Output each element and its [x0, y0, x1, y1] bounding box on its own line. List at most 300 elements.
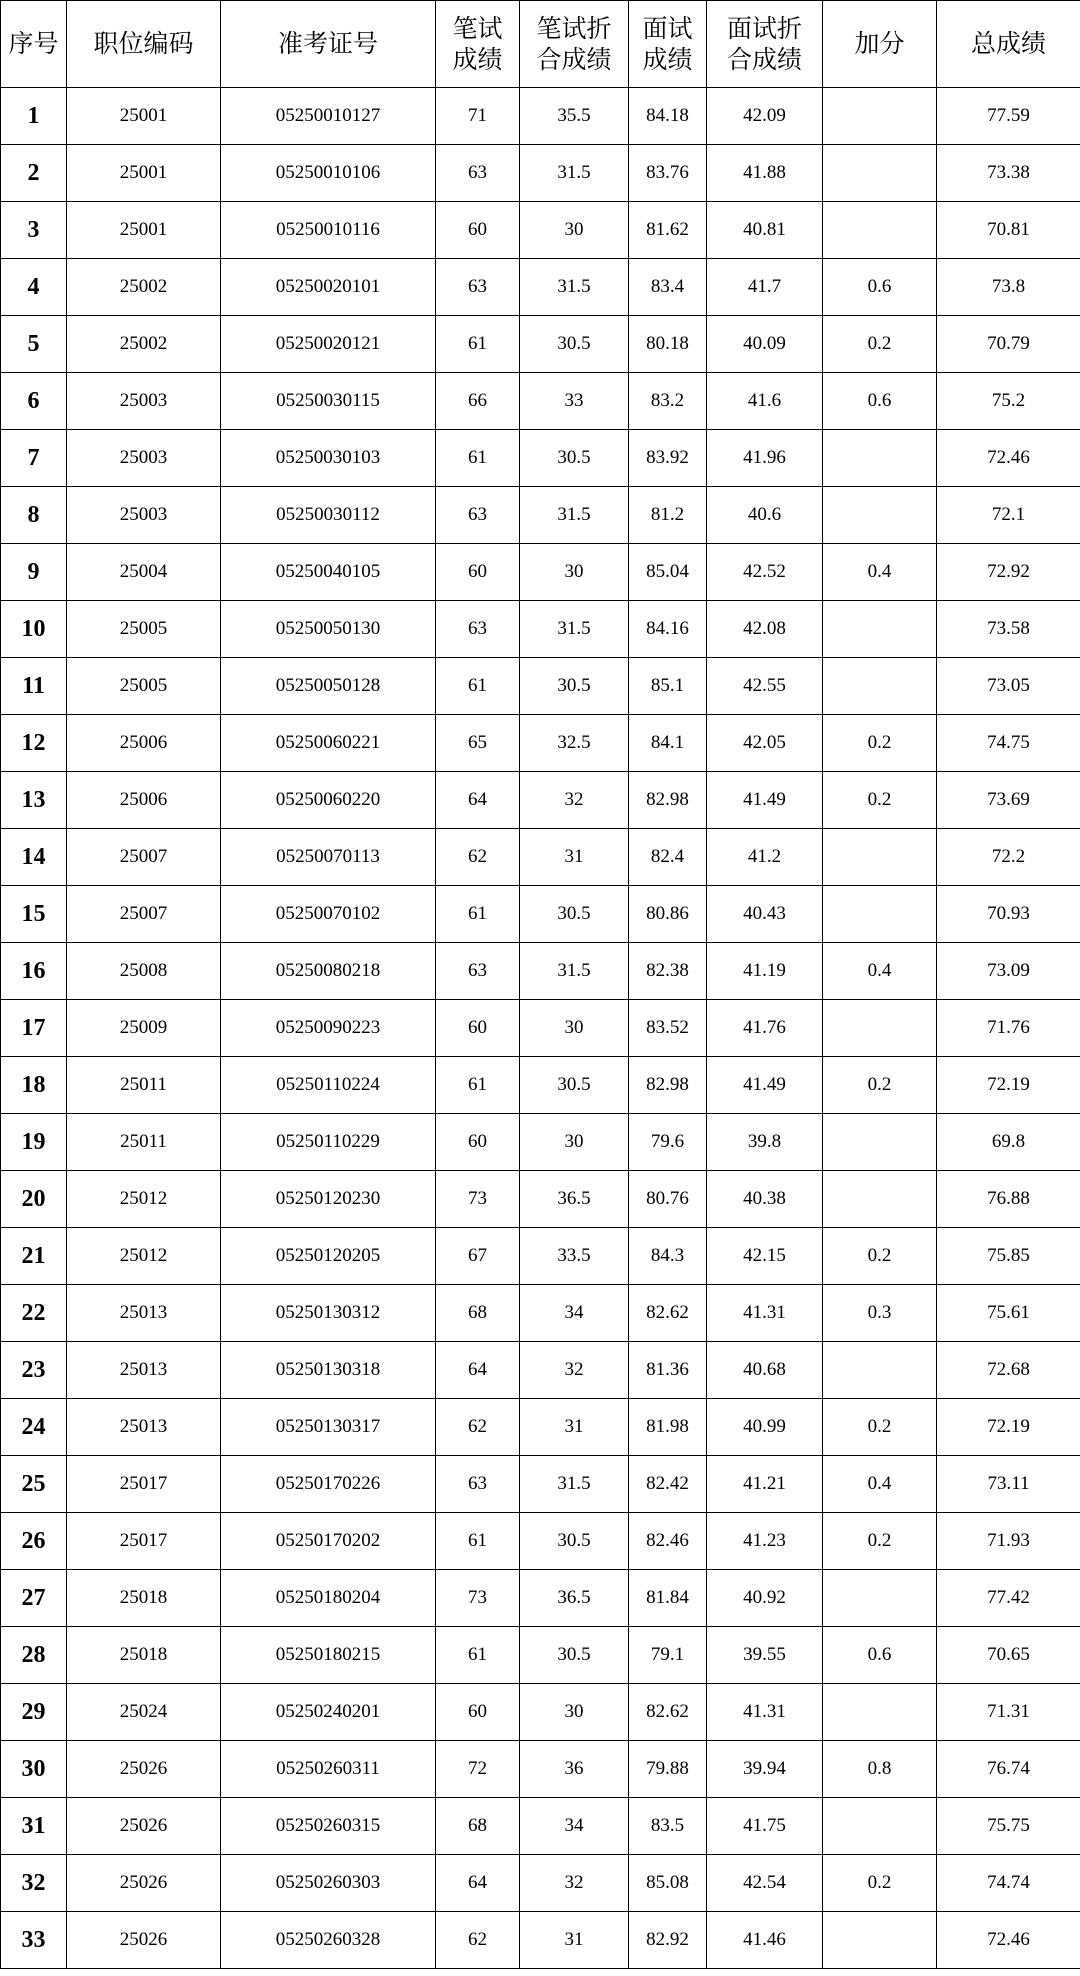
cell-seq: 30	[1, 1741, 67, 1798]
cell-admission-number: 05250130317	[221, 1399, 436, 1456]
cell-bonus	[823, 658, 937, 715]
header-written-converted	[520, 1, 629, 88]
cell-position-code: 25001	[67, 88, 221, 145]
cell-written-converted: 32.5	[520, 715, 629, 772]
cell-written-score: 61	[436, 1513, 520, 1570]
cell-interview-score: 83.52	[629, 1000, 707, 1057]
header-written-converted-line2: 合成绩	[536, 45, 612, 74]
cell-interview-score: 81.36	[629, 1342, 707, 1399]
cell-bonus	[823, 1000, 937, 1057]
cell-admission-number: 05250010106	[221, 145, 436, 202]
cell-position-code: 25004	[67, 544, 221, 601]
cell-seq: 28	[1, 1627, 67, 1684]
cell-seq: 8	[1, 487, 67, 544]
cell-interview-score: 85.04	[629, 544, 707, 601]
cell-interview-converted: 42.15	[707, 1228, 823, 1285]
cell-seq: 18	[1, 1057, 67, 1114]
cell-position-code: 25026	[67, 1741, 221, 1798]
cell-position-code: 25017	[67, 1513, 221, 1570]
cell-total: 73.69	[937, 772, 1080, 829]
cell-written-score: 71	[436, 88, 520, 145]
cell-written-converted: 30.5	[520, 430, 629, 487]
cell-interview-converted: 42.55	[707, 658, 823, 715]
cell-position-code: 25006	[67, 772, 221, 829]
cell-bonus	[823, 430, 937, 487]
cell-interview-score: 81.84	[629, 1570, 707, 1627]
cell-total: 75.2	[937, 373, 1080, 430]
cell-interview-score: 79.1	[629, 1627, 707, 1684]
cell-written-converted: 30	[520, 544, 629, 601]
cell-position-code: 25003	[67, 430, 221, 487]
cell-interview-converted: 41.49	[707, 772, 823, 829]
cell-bonus	[823, 145, 937, 202]
cell-interview-score: 82.38	[629, 943, 707, 1000]
cell-total: 72.19	[937, 1399, 1080, 1456]
cell-bonus: 0.2	[823, 1399, 937, 1456]
cell-bonus	[823, 1798, 937, 1855]
cell-admission-number: 05250040105	[221, 544, 436, 601]
table-row	[1, 373, 1080, 430]
cell-total: 74.74	[937, 1855, 1080, 1912]
cell-interview-score: 81.98	[629, 1399, 707, 1456]
cell-total: 69.8	[937, 1114, 1080, 1171]
table-row	[1, 1570, 1080, 1627]
cell-position-code: 25017	[67, 1456, 221, 1513]
cell-total: 76.88	[937, 1171, 1080, 1228]
table-row	[1, 1114, 1080, 1171]
table-row	[1, 1798, 1080, 1855]
cell-total: 70.79	[937, 316, 1080, 373]
cell-seq: 25	[1, 1456, 67, 1513]
cell-admission-number: 05250260311	[221, 1741, 436, 1798]
cell-admission-number: 05250170202	[221, 1513, 436, 1570]
cell-total: 76.74	[937, 1741, 1080, 1798]
cell-position-code: 25012	[67, 1228, 221, 1285]
cell-bonus	[823, 1342, 937, 1399]
cell-interview-score: 82.4	[629, 829, 707, 886]
cell-written-score: 60	[436, 1114, 520, 1171]
cell-total: 74.75	[937, 715, 1080, 772]
cell-written-converted: 31.5	[520, 145, 629, 202]
cell-bonus: 0.4	[823, 1456, 937, 1513]
table-row	[1, 1228, 1080, 1285]
table-row	[1, 1057, 1080, 1114]
cell-interview-score: 83.5	[629, 1798, 707, 1855]
cell-bonus: 0.2	[823, 1855, 937, 1912]
cell-written-score: 61	[436, 316, 520, 373]
cell-position-code: 25012	[67, 1171, 221, 1228]
cell-position-code: 25024	[67, 1684, 221, 1741]
cell-seq: 5	[1, 316, 67, 373]
cell-admission-number: 05250070102	[221, 886, 436, 943]
cell-seq: 16	[1, 943, 67, 1000]
cell-seq: 6	[1, 373, 67, 430]
cell-total: 72.46	[937, 1912, 1080, 1969]
cell-total: 73.8	[937, 259, 1080, 316]
header-written-score-line2: 成绩	[452, 45, 503, 74]
cell-written-score: 60	[436, 1000, 520, 1057]
cell-interview-converted: 41.23	[707, 1513, 823, 1570]
cell-written-score: 73	[436, 1171, 520, 1228]
cell-interview-converted: 41.7	[707, 259, 823, 316]
cell-seq: 26	[1, 1513, 67, 1570]
cell-bonus: 0.2	[823, 715, 937, 772]
cell-written-converted: 32	[520, 1342, 629, 1399]
cell-written-score: 62	[436, 829, 520, 886]
header-position-code	[67, 1, 221, 88]
cell-admission-number: 05250130312	[221, 1285, 436, 1342]
cell-written-converted: 33.5	[520, 1228, 629, 1285]
cell-total: 72.1	[937, 487, 1080, 544]
table-row	[1, 1342, 1080, 1399]
cell-total: 72.2	[937, 829, 1080, 886]
cell-bonus	[823, 88, 937, 145]
cell-interview-converted: 40.38	[707, 1171, 823, 1228]
table-row	[1, 1513, 1080, 1570]
cell-written-converted: 30	[520, 1114, 629, 1171]
cell-written-converted: 30	[520, 1684, 629, 1741]
cell-written-score: 60	[436, 544, 520, 601]
cell-bonus	[823, 1912, 937, 1969]
table-row	[1, 487, 1080, 544]
cell-bonus	[823, 1114, 937, 1171]
cell-written-score: 65	[436, 715, 520, 772]
cell-interview-score: 84.18	[629, 88, 707, 145]
table-row	[1, 1855, 1080, 1912]
cell-position-code: 25011	[67, 1114, 221, 1171]
cell-position-code: 25007	[67, 886, 221, 943]
cell-written-converted: 30.5	[520, 1057, 629, 1114]
cell-written-converted: 31	[520, 829, 629, 886]
cell-interview-converted: 42.54	[707, 1855, 823, 1912]
cell-written-converted: 35.5	[520, 88, 629, 145]
cell-admission-number: 05250030115	[221, 373, 436, 430]
cell-interview-score: 81.2	[629, 487, 707, 544]
cell-written-converted: 34	[520, 1798, 629, 1855]
header-written-score	[436, 1, 520, 88]
cell-total: 77.42	[937, 1570, 1080, 1627]
cell-admission-number: 05250090223	[221, 1000, 436, 1057]
cell-written-converted: 36	[520, 1741, 629, 1798]
cell-total: 70.93	[937, 886, 1080, 943]
cell-interview-converted: 41.76	[707, 1000, 823, 1057]
cell-total: 72.92	[937, 544, 1080, 601]
cell-interview-converted: 41.75	[707, 1798, 823, 1855]
cell-interview-converted: 41.96	[707, 430, 823, 487]
cell-admission-number: 05250010116	[221, 202, 436, 259]
table-row	[1, 1399, 1080, 1456]
cell-admission-number: 05250180204	[221, 1570, 436, 1627]
cell-interview-score: 85.08	[629, 1855, 707, 1912]
cell-total: 70.65	[937, 1627, 1080, 1684]
cell-bonus: 0.6	[823, 373, 937, 430]
cell-seq: 7	[1, 430, 67, 487]
cell-interview-score: 83.92	[629, 430, 707, 487]
cell-bonus	[823, 202, 937, 259]
cell-written-score: 68	[436, 1798, 520, 1855]
cell-written-score: 60	[436, 1684, 520, 1741]
cell-bonus: 0.2	[823, 316, 937, 373]
cell-seq: 2	[1, 145, 67, 202]
cell-interview-score: 81.62	[629, 202, 707, 259]
cell-interview-score: 85.1	[629, 658, 707, 715]
cell-interview-converted: 41.19	[707, 943, 823, 1000]
header-interview-converted-line2: 合成绩	[726, 45, 802, 74]
cell-written-score: 73	[436, 1570, 520, 1627]
table-row	[1, 316, 1080, 373]
cell-written-converted: 33	[520, 373, 629, 430]
cell-bonus	[823, 1570, 937, 1627]
table-row	[1, 1741, 1080, 1798]
cell-total: 75.75	[937, 1798, 1080, 1855]
cell-admission-number: 05250060220	[221, 772, 436, 829]
cell-written-converted: 31.5	[520, 943, 629, 1000]
cell-position-code: 25018	[67, 1570, 221, 1627]
header-admission-number	[221, 1, 436, 88]
cell-written-score: 63	[436, 259, 520, 316]
cell-total: 73.11	[937, 1456, 1080, 1513]
cell-total: 73.38	[937, 145, 1080, 202]
cell-admission-number: 05250050128	[221, 658, 436, 715]
table-row	[1, 658, 1080, 715]
cell-interview-converted: 41.6	[707, 373, 823, 430]
cell-total: 70.81	[937, 202, 1080, 259]
cell-position-code: 25002	[67, 316, 221, 373]
header-interview-score-line1: 面试	[642, 13, 693, 43]
cell-interview-score: 79.88	[629, 1741, 707, 1798]
cell-interview-converted: 41.46	[707, 1912, 823, 1969]
cell-seq: 20	[1, 1171, 67, 1228]
cell-interview-converted: 39.8	[707, 1114, 823, 1171]
cell-seq: 4	[1, 259, 67, 316]
cell-bonus	[823, 601, 937, 658]
cell-seq: 27	[1, 1570, 67, 1627]
cell-seq: 19	[1, 1114, 67, 1171]
cell-seq: 32	[1, 1855, 67, 1912]
cell-position-code: 25008	[67, 943, 221, 1000]
cell-admission-number: 05250180215	[221, 1627, 436, 1684]
cell-written-score: 66	[436, 373, 520, 430]
cell-interview-score: 84.16	[629, 601, 707, 658]
cell-written-score: 61	[436, 1057, 520, 1114]
cell-interview-converted: 42.09	[707, 88, 823, 145]
cell-written-converted: 31.5	[520, 487, 629, 544]
cell-seq: 1	[1, 88, 67, 145]
cell-written-score: 64	[436, 1342, 520, 1399]
cell-position-code: 25026	[67, 1798, 221, 1855]
cell-position-code: 25003	[67, 373, 221, 430]
cell-admission-number: 05250110229	[221, 1114, 436, 1171]
cell-position-code: 25003	[67, 487, 221, 544]
header-seq-text: 序号	[8, 29, 59, 59]
cell-interview-converted: 42.08	[707, 601, 823, 658]
cell-admission-number: 05250020101	[221, 259, 436, 316]
cell-written-converted: 36.5	[520, 1570, 629, 1627]
cell-admission-number: 05250080218	[221, 943, 436, 1000]
cell-interview-converted: 41.31	[707, 1684, 823, 1741]
cell-interview-score: 80.86	[629, 886, 707, 943]
header-seq	[1, 1, 67, 88]
cell-admission-number: 05250110224	[221, 1057, 436, 1114]
cell-seq: 14	[1, 829, 67, 886]
cell-position-code: 25018	[67, 1627, 221, 1684]
header-admission-number-text: 准考证号	[277, 29, 378, 59]
header-interview-score	[629, 1, 707, 88]
cell-seq: 31	[1, 1798, 67, 1855]
cell-written-score: 72	[436, 1741, 520, 1798]
cell-bonus: 0.4	[823, 544, 937, 601]
header-written-score-line1: 笔试	[452, 13, 503, 43]
cell-position-code: 25005	[67, 601, 221, 658]
table-row	[1, 1000, 1080, 1057]
cell-total: 77.59	[937, 88, 1080, 145]
table-row	[1, 1285, 1080, 1342]
cell-admission-number: 05250050130	[221, 601, 436, 658]
cell-total: 75.85	[937, 1228, 1080, 1285]
cell-written-score: 61	[436, 658, 520, 715]
cell-interview-converted: 42.05	[707, 715, 823, 772]
cell-seq: 22	[1, 1285, 67, 1342]
header-bonus	[823, 1, 937, 88]
cell-total: 72.68	[937, 1342, 1080, 1399]
cell-position-code: 25006	[67, 715, 221, 772]
cell-bonus: 0.4	[823, 943, 937, 1000]
cell-admission-number: 05250070113	[221, 829, 436, 886]
table-row	[1, 829, 1080, 886]
cell-seq: 17	[1, 1000, 67, 1057]
cell-total: 73.05	[937, 658, 1080, 715]
cell-written-converted: 31.5	[520, 259, 629, 316]
cell-seq: 23	[1, 1342, 67, 1399]
cell-written-converted: 34	[520, 1285, 629, 1342]
cell-interview-score: 83.2	[629, 373, 707, 430]
table-row	[1, 1171, 1080, 1228]
cell-written-score: 64	[436, 772, 520, 829]
cell-seq: 21	[1, 1228, 67, 1285]
cell-interview-score: 83.4	[629, 259, 707, 316]
cell-total: 72.19	[937, 1057, 1080, 1114]
cell-position-code: 25026	[67, 1855, 221, 1912]
cell-interview-converted: 39.55	[707, 1627, 823, 1684]
table-header	[1, 1, 1080, 88]
table-row	[1, 259, 1080, 316]
table-row	[1, 715, 1080, 772]
cell-seq: 10	[1, 601, 67, 658]
cell-interview-converted: 42.52	[707, 544, 823, 601]
cell-written-score: 61	[436, 886, 520, 943]
cell-admission-number: 05250030112	[221, 487, 436, 544]
table-row	[1, 88, 1080, 145]
cell-admission-number: 05250120205	[221, 1228, 436, 1285]
cell-interview-converted: 41.2	[707, 829, 823, 886]
cell-written-converted: 30.5	[520, 886, 629, 943]
cell-written-score: 63	[436, 943, 520, 1000]
cell-seq: 15	[1, 886, 67, 943]
cell-interview-score: 80.76	[629, 1171, 707, 1228]
table-row	[1, 886, 1080, 943]
cell-total: 75.61	[937, 1285, 1080, 1342]
cell-position-code: 25013	[67, 1399, 221, 1456]
cell-written-converted: 30	[520, 1000, 629, 1057]
table-row	[1, 601, 1080, 658]
cell-written-converted: 30.5	[520, 316, 629, 373]
cell-seq: 24	[1, 1399, 67, 1456]
cell-bonus: 0.2	[823, 772, 937, 829]
cell-written-converted: 31	[520, 1912, 629, 1969]
cell-interview-score: 79.6	[629, 1114, 707, 1171]
cell-admission-number: 05250170226	[221, 1456, 436, 1513]
cell-bonus: 0.3	[823, 1285, 937, 1342]
header-interview-converted	[707, 1, 823, 88]
cell-seq: 11	[1, 658, 67, 715]
cell-written-converted: 32	[520, 1855, 629, 1912]
cell-total: 71.93	[937, 1513, 1080, 1570]
cell-interview-converted: 39.94	[707, 1741, 823, 1798]
cell-written-converted: 36.5	[520, 1171, 629, 1228]
cell-written-score: 67	[436, 1228, 520, 1285]
cell-interview-converted: 41.31	[707, 1285, 823, 1342]
cell-interview-converted: 40.81	[707, 202, 823, 259]
table-row	[1, 544, 1080, 601]
cell-interview-score: 83.76	[629, 145, 707, 202]
cell-interview-score: 82.62	[629, 1285, 707, 1342]
cell-bonus: 0.2	[823, 1228, 937, 1285]
cell-written-score: 61	[436, 430, 520, 487]
cell-written-converted: 30	[520, 202, 629, 259]
cell-seq: 33	[1, 1912, 67, 1969]
header-interview-converted-line1: 面试折	[726, 13, 802, 43]
cell-interview-score: 82.42	[629, 1456, 707, 1513]
cell-interview-score: 82.98	[629, 1057, 707, 1114]
header-written-converted-line1: 笔试折	[536, 13, 612, 43]
cell-bonus	[823, 1171, 937, 1228]
cell-admission-number: 05250030103	[221, 430, 436, 487]
cell-seq: 29	[1, 1684, 67, 1741]
table-row	[1, 202, 1080, 259]
cell-admission-number: 05250240201	[221, 1684, 436, 1741]
cell-interview-score: 80.18	[629, 316, 707, 373]
table-row	[1, 430, 1080, 487]
cell-position-code: 25011	[67, 1057, 221, 1114]
cell-interview-converted: 41.88	[707, 145, 823, 202]
cell-seq: 9	[1, 544, 67, 601]
cell-written-score: 63	[436, 145, 520, 202]
cell-interview-converted: 40.68	[707, 1342, 823, 1399]
table-row	[1, 145, 1080, 202]
cell-interview-score: 84.3	[629, 1228, 707, 1285]
cell-written-score: 63	[436, 487, 520, 544]
header-interview-score-line2: 成绩	[642, 45, 693, 74]
cell-admission-number: 05250260303	[221, 1855, 436, 1912]
header-total-text: 总成绩	[970, 29, 1046, 59]
table-row	[1, 943, 1080, 1000]
cell-written-converted: 31.5	[520, 1456, 629, 1513]
cell-interview-converted: 40.92	[707, 1570, 823, 1627]
cell-written-score: 64	[436, 1855, 520, 1912]
header-total	[937, 1, 1080, 88]
cell-position-code: 25013	[67, 1285, 221, 1342]
cell-admission-number: 05250060221	[221, 715, 436, 772]
cell-written-converted: 32	[520, 772, 629, 829]
cell-admission-number: 05250260328	[221, 1912, 436, 1969]
cell-total: 71.76	[937, 1000, 1080, 1057]
table-row	[1, 1456, 1080, 1513]
header-bonus-text: 加分	[854, 29, 905, 59]
cell-interview-converted: 41.21	[707, 1456, 823, 1513]
cell-interview-converted: 40.09	[707, 316, 823, 373]
cell-position-code: 25002	[67, 259, 221, 316]
table-row	[1, 1627, 1080, 1684]
